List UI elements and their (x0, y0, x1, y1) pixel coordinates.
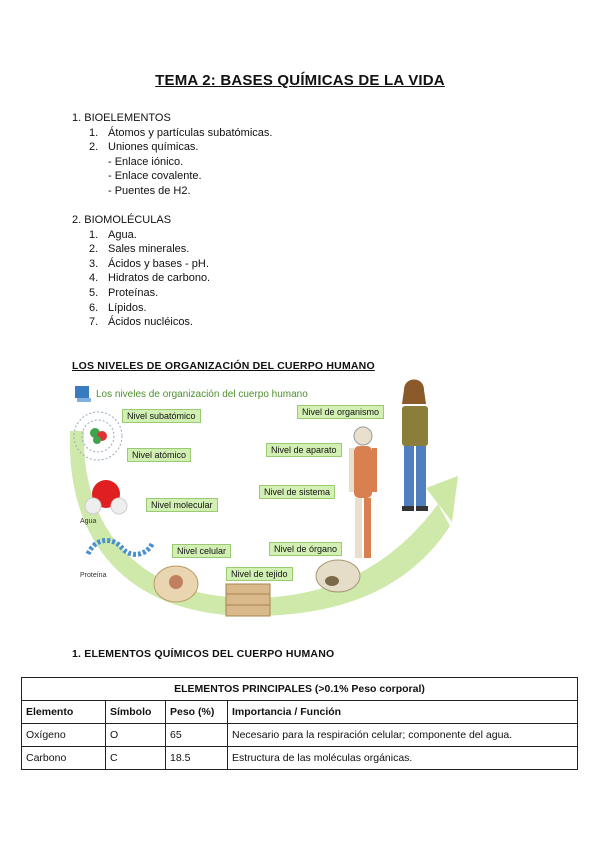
list-number: 4. (89, 272, 99, 285)
list-text: Ácidos nucléicos. (108, 316, 193, 329)
column-header: Símbolo (106, 701, 166, 724)
table-section-title: 1. ELEMENTOS QUÍMICOS DEL CUERPO HUMANO (72, 648, 335, 660)
list-number: 3. (89, 257, 99, 270)
table-cell: O (106, 724, 166, 747)
list-item (72, 301, 210, 316)
label-nivel-tejido: Nivel de tejido (226, 567, 293, 581)
biomoleculas-list (72, 228, 210, 330)
label-nivel-molecular: Nivel molecular (146, 498, 218, 512)
table-header-row (22, 701, 578, 724)
list-number: 5. (89, 286, 99, 299)
column-header: Peso (%) (166, 701, 228, 724)
list-item (72, 140, 272, 155)
figure-caption: Los niveles de organización del cuerpo humano (96, 389, 308, 400)
list-text: Proteínas. (108, 286, 159, 299)
list-number: 1. (89, 126, 99, 139)
figure-section-title: LOS NIVELES DE ORGANIZACIÓN DEL CUERPO HUMANO (72, 360, 375, 372)
list-item (72, 126, 272, 141)
page-title: TEMA 2: BASES QUÍMICAS DE LA VIDA (155, 72, 445, 89)
list-item (72, 315, 210, 330)
table-caption: ELEMENTOS PRINCIPALES (>0.1% Peso corporal) (22, 678, 578, 701)
list-text: Lípidos. (108, 301, 147, 314)
list-text: Sales minerales. (108, 243, 190, 256)
column-header: Elemento (22, 701, 106, 724)
table-cell: 18.5 (166, 747, 228, 770)
label-proteina: Proteína (80, 572, 107, 579)
list-number: 7. (89, 316, 99, 329)
bioelementos-section (72, 111, 272, 199)
table-cell: 65 (166, 724, 228, 747)
label-nivel-organo: Nivel de órgano (269, 542, 342, 556)
list-number: 2. (89, 243, 99, 256)
list-number: 2. (89, 141, 99, 154)
table-cell: Oxígeno (22, 724, 106, 747)
list-text: Hidratos de carbono. (108, 272, 211, 285)
book-icon (75, 386, 91, 402)
list-item (72, 228, 210, 243)
table-row (22, 724, 578, 747)
list-item (72, 271, 210, 286)
biomoleculas-heading: 2. BIOMOLÉCULAS (72, 214, 172, 226)
list-text: Agua. (108, 228, 137, 241)
table-caption-row (22, 678, 578, 701)
sub-item: - Puentes de H2. (108, 184, 191, 197)
skull-organ-icon (316, 560, 360, 592)
label-nivel-celular: Nivel celular (172, 544, 231, 558)
cell-icon (154, 566, 198, 602)
sub-item: - Enlace iónico. (108, 155, 184, 168)
list-item (72, 242, 210, 257)
label-nivel-sistema: Nivel de sistema (259, 485, 335, 499)
bioelementos-list (72, 126, 272, 155)
label-nivel-organismo: Nivel de organismo (297, 405, 384, 419)
list-item (72, 286, 210, 301)
list-number: 6. (89, 301, 99, 314)
table-cell: Necesario para la respiración celular; componente del agua. (228, 724, 578, 747)
organization-levels-figure (66, 376, 466, 626)
label-nivel-subatomico: Nivel subatómico (122, 409, 201, 423)
girl-organism-icon (402, 380, 428, 512)
label-nivel-atomico: Nivel atómico (127, 448, 191, 462)
elements-table (21, 677, 578, 770)
table-cell: Estructura de las moléculas orgánicas. (228, 747, 578, 770)
table-cell: Carbono (22, 747, 106, 770)
list-text: Átomos y partículas subatómicas. (108, 126, 273, 139)
biomoleculas-section (72, 213, 210, 330)
list-text: Ácidos y bases - pH. (108, 257, 209, 270)
list-item (72, 257, 210, 272)
label-agua: Agua (80, 518, 97, 525)
table-row (22, 747, 578, 770)
muscular-body-icon (349, 427, 377, 558)
table-cell: C (106, 747, 166, 770)
tissue-icon (226, 584, 270, 616)
list-number: 1. (89, 228, 99, 241)
list-text: Uniones químicas. (108, 141, 199, 154)
label-nivel-aparato: Nivel de aparato (266, 443, 342, 457)
column-header: Importancia / Función (228, 701, 578, 724)
sub-item: - Enlace covalente. (108, 170, 202, 183)
bioelementos-heading: 1. BIOELEMENTOS (72, 112, 171, 124)
